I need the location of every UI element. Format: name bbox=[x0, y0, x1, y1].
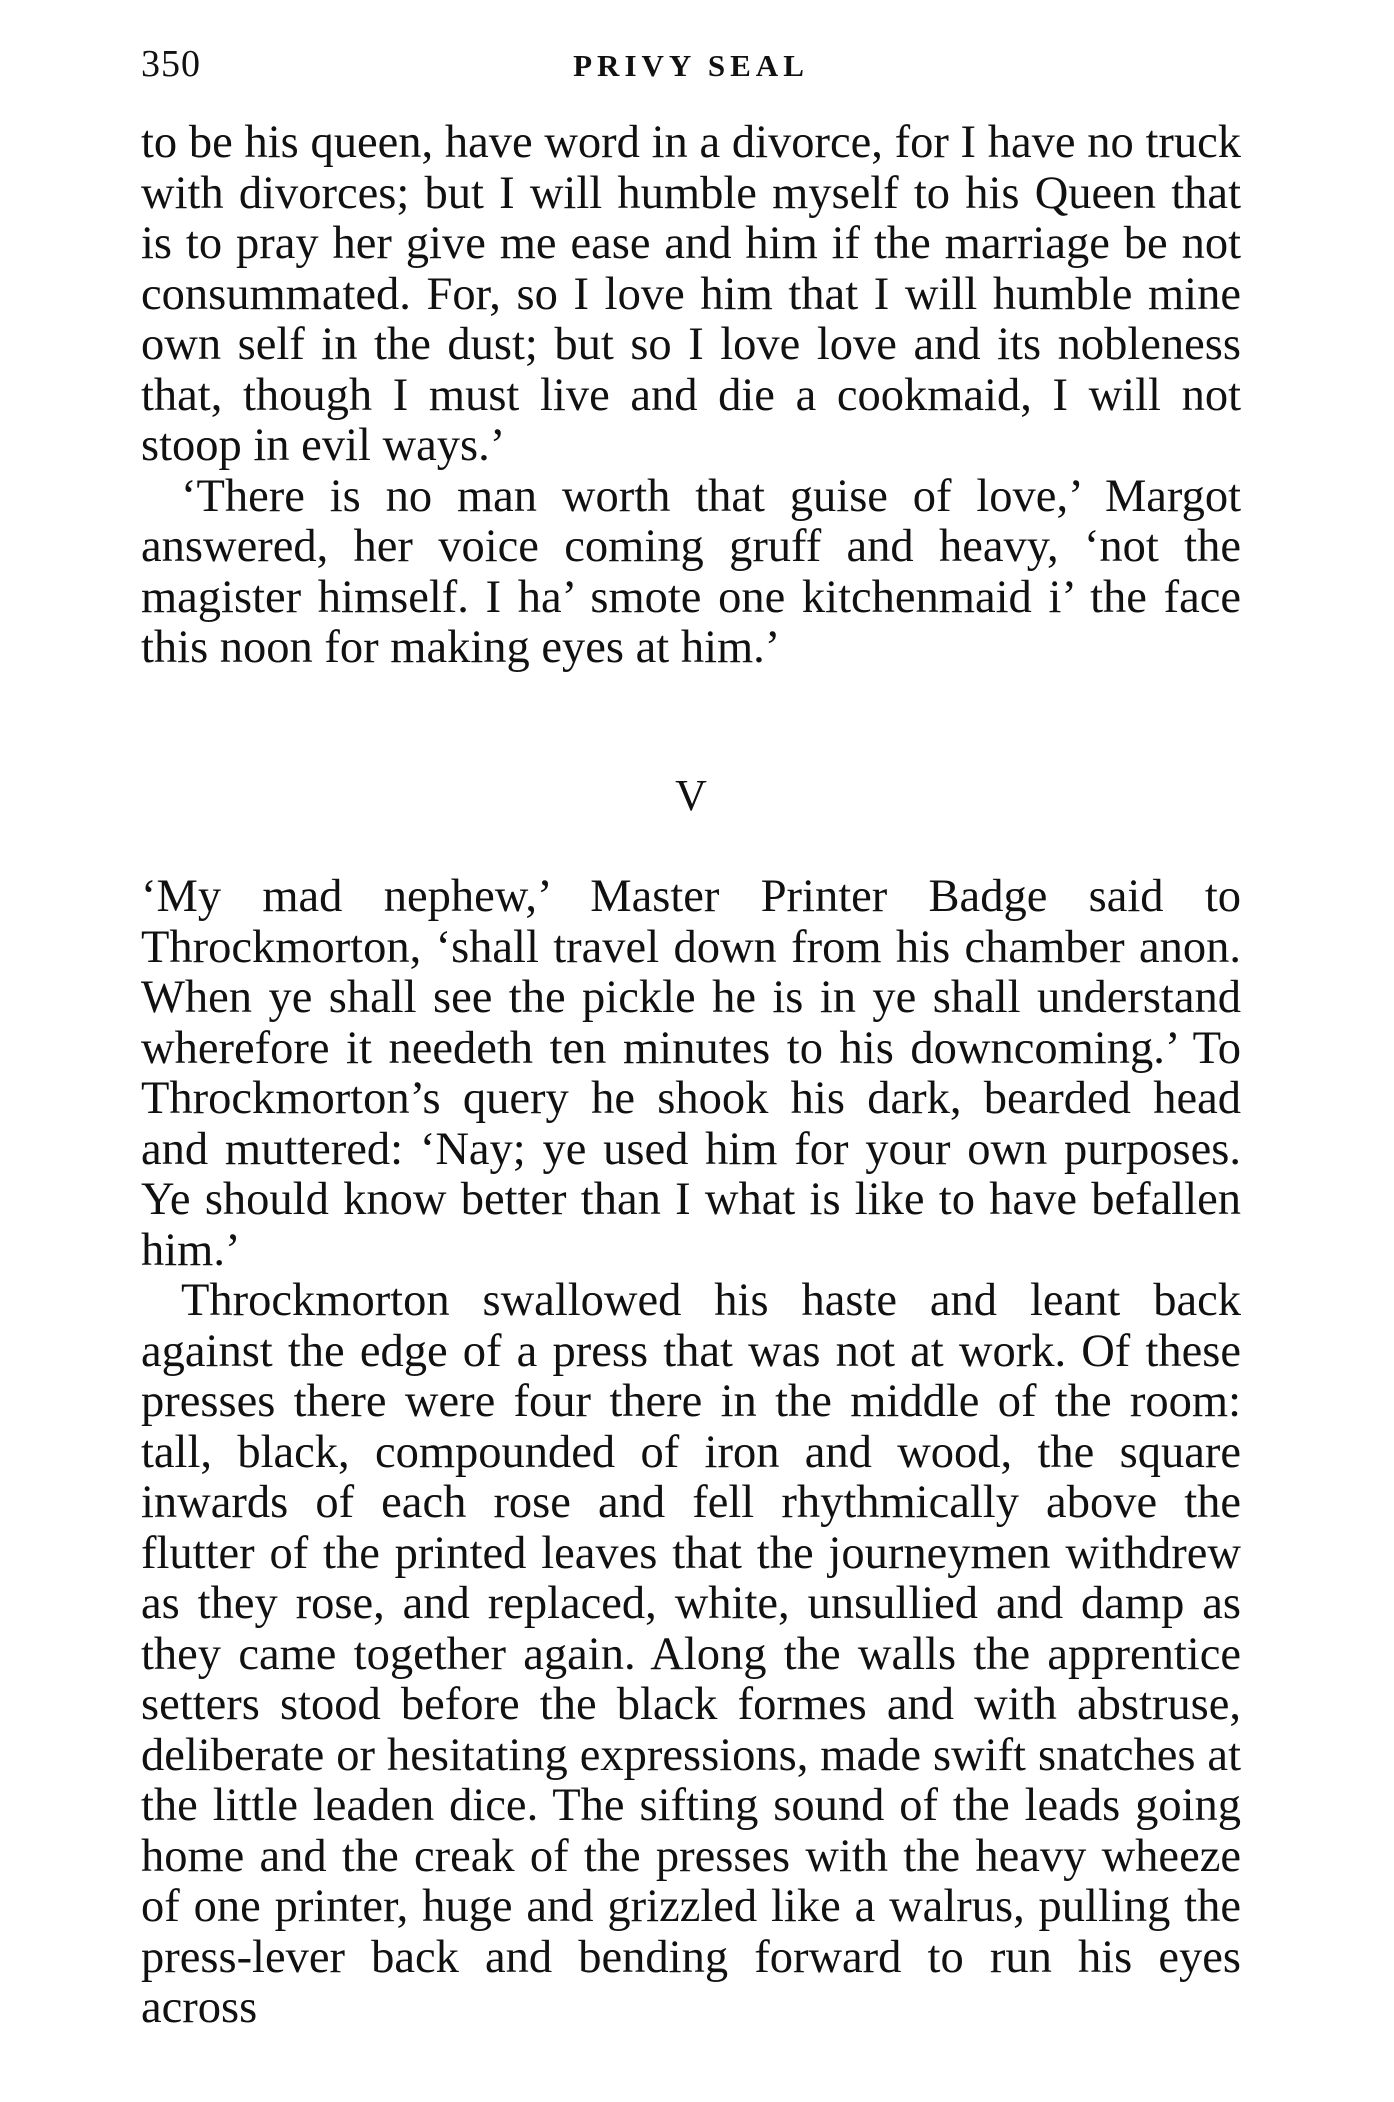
paragraph-3: ‘My mad nephew,’ Master Printer Badge said to Throckmorton, ‘shall travel down from his chamber anon. When ye shall see the pickle he is in ye shall understand wherefore it needeth ten minutes to his downcoming.’ To Throckmorton’s query he shook his dark, bearded head and muttered: ‘Nay; ye used him for your own purposes. Ye should know better than I what is like to have befallen him.’ bbox=[141, 871, 1241, 1276]
paragraph-2: ‘There is no man worth that guise of love,’ Margot answered, her voice coming gruff and heavy, ‘not the magister himself. I ha’ smote one kitchenmaid i’ the face this noon for making eyes at him.’ bbox=[141, 470, 1241, 673]
page-header bbox=[141, 42, 1241, 102]
section-number: V bbox=[675, 771, 707, 820]
text-block-bottom bbox=[141, 872, 1241, 2034]
running-head: PRIVY SEAL bbox=[573, 48, 809, 83]
paragraph-1: to be his queen, have word in a divorce, for I have no truck with divorces; but I will humble myself to his Queen that is to pray her give me ease and him if the marriage be not consummated. For, so I love him that I will humble mine own self in the dust; but so I love love and its nobleness that, though I must live and die a cookmaid, I will not stoop in evil ways.’ bbox=[141, 117, 1241, 471]
text-block-top bbox=[141, 118, 1241, 674]
page-number: 350 bbox=[141, 43, 201, 85]
paragraph-4: Throckmorton swallowed his haste and leant back against the edge of a press that was not at work. Of these presses there were four there in the middle of the room: tall, black, compounded of iron and wood, the square inwards of each rose and fell rhythmically above the flutter of the printed leaves that the journeymen withdrew as they rose, and replaced, white, unsullied and damp as they came together again. Along the walls the apprentice setters stood before the black formes and with abstruse, deliberate or hesitating expressions, made swift snatches at the little leaden dice. The sifting sound of the leads going home and the creak of the presses with the heavy wheeze of one printer, huge and grizzled like a walrus, pulling the press-lever back and bending forward to run his eyes across bbox=[141, 1275, 1241, 2033]
